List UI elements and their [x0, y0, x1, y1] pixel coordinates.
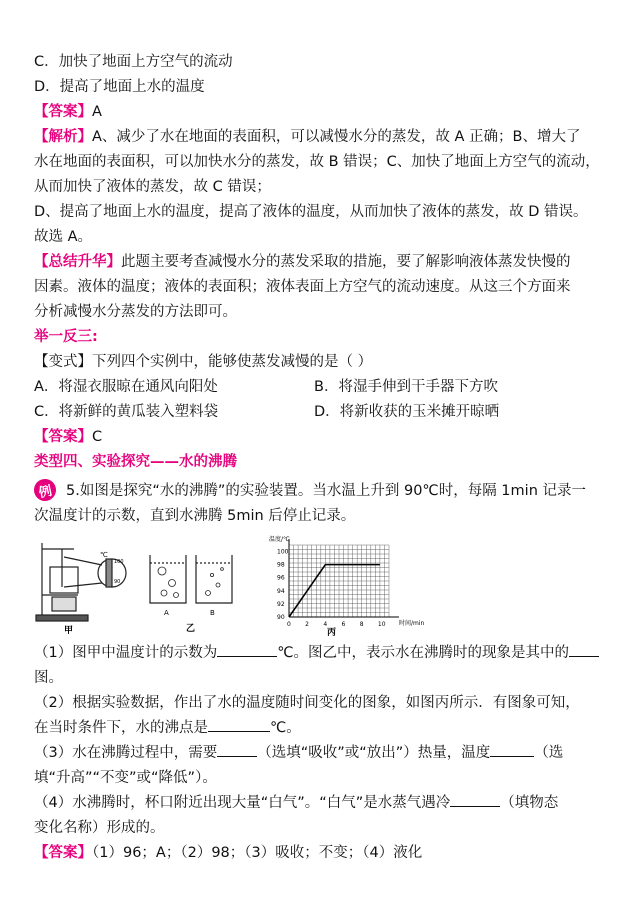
q2-text-b: 在当时条件下，水的沸点是	[34, 720, 208, 736]
question-2-line-2	[34, 716, 612, 741]
chart-y-tick-label: 92	[277, 600, 285, 608]
apparatus-figure	[34, 537, 124, 637]
fig-label-jia: 甲	[64, 626, 74, 636]
analysis-line-4: D、提高了地面上水的温度，提高了液体的温度，从而加快了液体的蒸发，故 D 错误。	[34, 204, 588, 220]
chart-x-tick-label: 2	[305, 621, 310, 628]
chart-x-tick-label: 0	[287, 621, 291, 628]
answer-value: A	[92, 104, 102, 120]
example-line-2: 次温度计的示数，直到水沸腾 5min 后停止记录。	[34, 508, 356, 524]
variant-option-d: D．将新收获的玉米摊开晾晒	[314, 404, 500, 420]
answer-line-2	[34, 425, 612, 450]
chart-x-tick-label: 4	[323, 621, 328, 628]
variant-option-b: B．将湿手伸到干手器下方吹	[314, 379, 498, 395]
chart-y-tick-label: 90	[277, 614, 285, 621]
variant-stem: 【变式】下列四个实例中，能够使蒸发减慢的是（ ）	[34, 354, 373, 370]
answer-value: （1）96；A；（2）98；（3）吸收；不变；（4）液化	[92, 845, 423, 861]
option-c-prev: C．加快了地面上方空气的流动	[34, 54, 233, 70]
chart-y-axis-label: 温度/℃	[269, 536, 290, 543]
answer-line-1	[34, 100, 612, 125]
q3-text-b: （选填“吸收”或“放出”）热量，温度	[257, 745, 491, 761]
answer-tag: 【答案】	[34, 104, 92, 120]
figure-area	[34, 537, 612, 637]
variant-options-cd	[34, 400, 612, 425]
variant-options-ab	[34, 375, 612, 400]
summary-line-1	[34, 250, 612, 275]
question-2-line-1: （2）根据实验数据，作出了水的温度随时间变化的图象，如图丙所示．有图象可知，	[34, 695, 580, 711]
variant-option-a: A．将湿衣服晾在通风向阳处	[34, 379, 218, 395]
q1-text-b: ℃。图乙中，表示水在沸腾时的现象是其中的	[277, 645, 570, 661]
example-line-1: 5.如图是探究“水的沸腾”的实验装置。当水温上升到 90℃时，每隔 1min 记录一	[66, 483, 586, 499]
q4-text-b: （填物态	[500, 795, 559, 811]
question-4-line-2: 变化名称）形成的。	[34, 820, 165, 836]
analysis-line-5: 故选 A。	[34, 229, 93, 245]
question-4-line-1	[34, 791, 612, 816]
chart-x-axis-label: 时间/min	[399, 620, 425, 627]
example-text	[60, 479, 586, 504]
fig-label-bing: 丙	[327, 628, 337, 638]
type-title: 类型四、实验探究——水的沸腾	[34, 454, 237, 470]
thermo-unit-label: ℃	[100, 551, 108, 559]
temperature-chart	[249, 531, 579, 638]
q2-blank[interactable]	[208, 716, 270, 732]
answer-value: C	[92, 429, 103, 445]
analysis-line-3: 从而加快了液体的蒸发，故 C 错误；	[34, 179, 271, 195]
q4-blank[interactable]	[450, 791, 500, 807]
question-3-line-2: 填“升高”“不变”或“降低”）。	[34, 770, 217, 786]
analysis-tag: 【解析】	[34, 129, 92, 145]
q1-blank-2[interactable]	[569, 641, 599, 657]
summary-line-3: 分析减慢水分蒸发的方法即可。	[34, 304, 237, 320]
question-3-line-1	[34, 741, 612, 766]
example-badge: 例	[32, 477, 58, 503]
q4-text-a: （4）水沸腾时，杯口附近出现大量“白气”。“白气”是水蒸气遇冷	[34, 795, 451, 811]
document-page	[34, 50, 612, 866]
chart-x-tick-label: 6	[341, 621, 346, 628]
chart-x-tick-label: 8	[359, 621, 364, 628]
summary-line-2: 因素。液体的温度；液体的表面积；液体表面上方空气的流动速度。从这三个方面来	[34, 279, 571, 295]
option-d-prev: D．提高了地面上水的温度	[34, 79, 205, 95]
practice-title: 举一反三:	[34, 329, 98, 345]
chart-x-tick-label: 10	[377, 621, 386, 628]
q3-text-a: （3）水在沸腾过程中，需要	[34, 745, 218, 761]
q3-blank-1[interactable]	[217, 741, 257, 757]
beakers-figure	[144, 537, 244, 637]
q1-blank-1[interactable]	[217, 641, 277, 657]
summary-tag: 【总结升华】	[34, 254, 121, 270]
analysis-line-2: 水在地面的表面积，可以加快水分的蒸发，故 B 错误；C、加快了地面上方空气的流动，	[34, 154, 600, 170]
answer-tag: 【答案】	[34, 845, 92, 861]
thermo-tick-100: 100	[114, 559, 124, 565]
question-1-line-2: 图。	[34, 670, 63, 686]
chart-y-tick-label: 96	[277, 574, 285, 582]
example-block	[34, 479, 612, 504]
question-1-line-1	[34, 641, 612, 666]
thermo-tick-90: 90	[114, 579, 121, 585]
chart-y-tick-label: 100	[277, 548, 289, 556]
q2-text-c: ℃。	[270, 720, 301, 736]
answer-tag: 【答案】	[34, 429, 92, 445]
variant-option-c: C．将新鲜的黄瓜装入塑料袋	[34, 404, 219, 420]
q1-text-a: （1）图甲中温度计的示数为	[34, 645, 218, 661]
chart-y-tick-label: 94	[277, 587, 285, 595]
chart-y-tick-label: 98	[277, 561, 285, 569]
beaker-label-a: A	[164, 609, 169, 617]
q3-blank-2[interactable]	[490, 741, 534, 757]
analysis-text: A、减少了水在地面的表面积，可以减慢水分的蒸发，故 A 正确；B、增大了	[92, 129, 581, 145]
analysis-line-1	[34, 125, 612, 150]
answer-line-3	[34, 841, 612, 866]
summary-text: 此题主要考查减慢水分的蒸发采取的措施，要了解影响液体蒸发快慢的	[121, 254, 571, 270]
beaker-label-b: B	[210, 609, 215, 617]
fig-label-yi: 乙	[186, 624, 196, 634]
q3-text-c: （选	[534, 745, 564, 761]
